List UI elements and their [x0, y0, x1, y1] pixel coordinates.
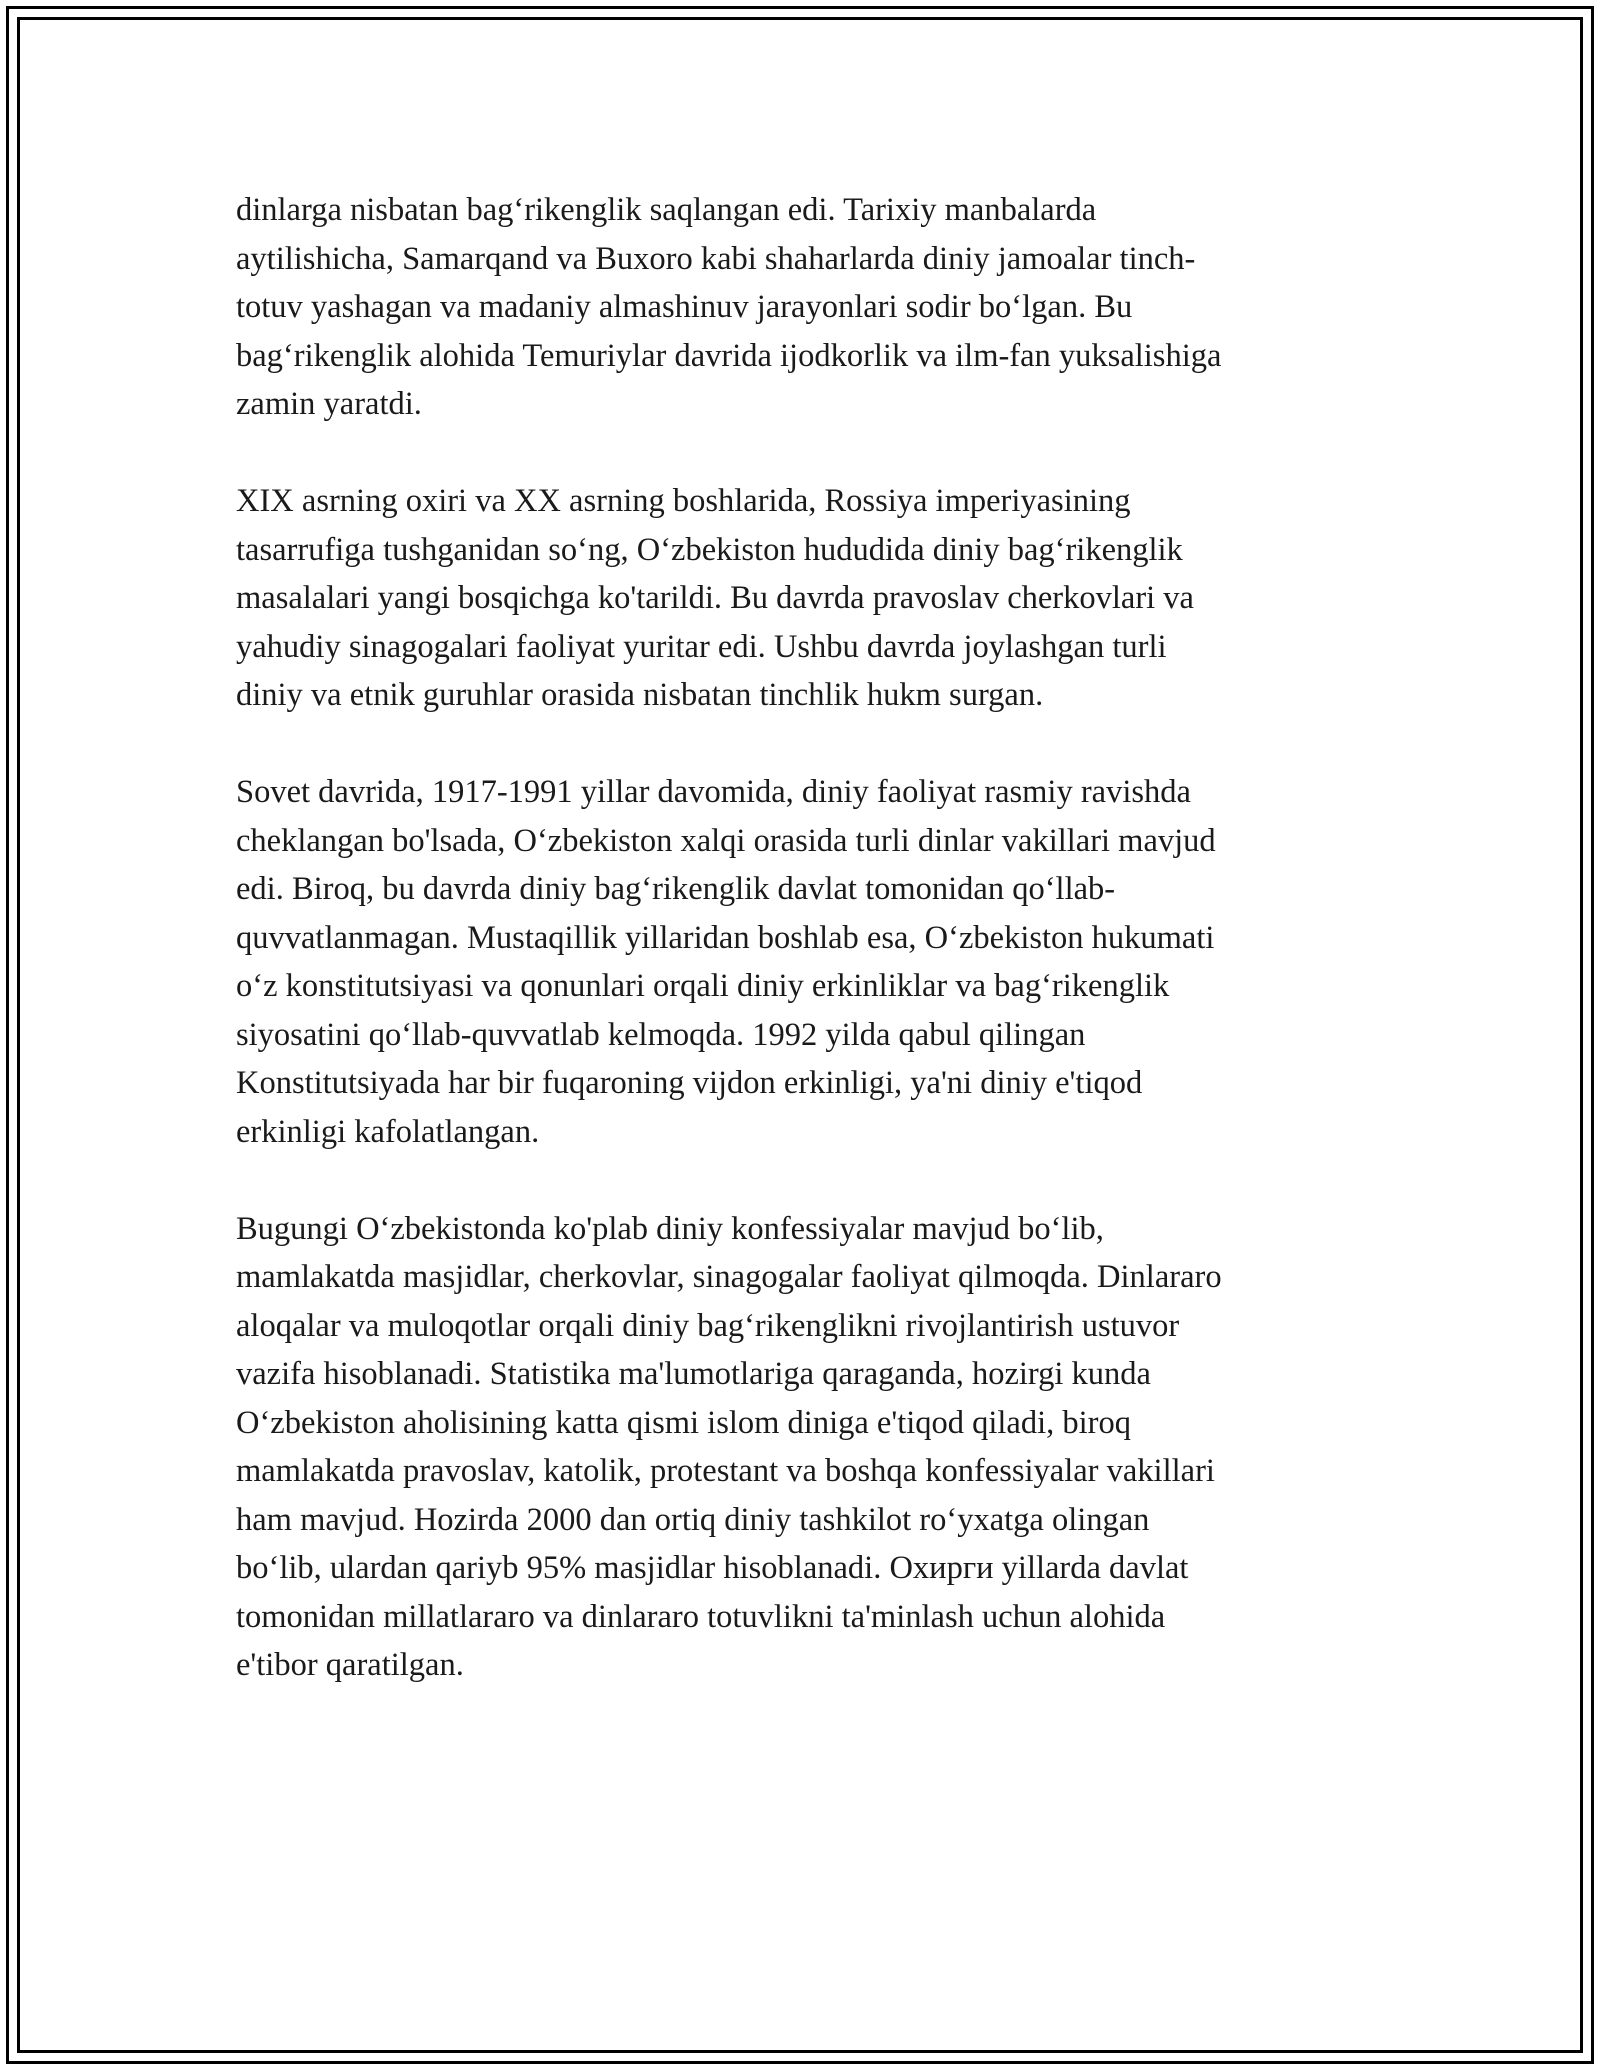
text-line: diniy va etnik guruhlar orasida nisbatan tinchlik hukm surgan.	[236, 677, 1044, 713]
text-line: Bugungi O‘zbekistonda ko'plab diniy konfessiyalar mavjud bo‘lib,	[236, 1210, 1104, 1247]
text-line: zamin yaratdi.	[236, 386, 422, 422]
text-line: erkinligi kafolatlangan.	[236, 1113, 540, 1150]
text-line: siyosatini qo‘llab-quvvatlab kelmoqda. 1992 yilda qabul qilingan	[236, 1016, 1086, 1053]
text-line: totuv yashagan va madaniy almashinuv jarayonlari sodir bo‘lgan. Bu	[236, 289, 1133, 325]
text-line: cheklangan bo'lsada, O‘zbekiston xalqi orasida turli dinlar vakillari mavjud	[236, 822, 1216, 859]
text-line: mamlakatda masjidlar, cherkovlar, sinagogalar faoliyat qilmoqda. Dinlararo	[236, 1259, 1222, 1295]
text-line: Konstitutsiyada har bir fuqaroning vijdon erkinligi, ya'ni diniy e'tiqod	[236, 1065, 1143, 1101]
text-line: bag‘rikenglik alohida Temuriylar davrida ijodkorlik va ilm-fan yuksalishiga	[236, 337, 1222, 374]
text-line: yahudiy sinagogalari faoliyat yuritar edi. Ushbu davrda joylashgan turli	[236, 628, 1167, 665]
text-line: Sovet davrida, 1917-1991 yillar davomida, diniy faoliyat rasmiy ravishda	[236, 774, 1191, 810]
paragraph-4	[236, 1205, 1366, 1690]
text-line: masalalari yangi bosqichga ko'tarildi. Bu davrda pravoslav cherkovlari va	[236, 580, 1194, 616]
text-line: ham mavjud. Hozirda 2000 dan ortiq diniy tashkilot ro‘yxatga olingan	[236, 1501, 1150, 1538]
paragraph-3	[236, 768, 1366, 1156]
text-line: O‘zbekiston aholisining katta qismi islom diniga e'tiqod qiladi, biroq	[236, 1404, 1131, 1441]
text-line: dinlarga nisbatan bag‘rikenglik saqlangan edi. Tarixiy manbalarda	[236, 192, 1097, 228]
text-line: tasarrufiga tushganidan so‘ng, O‘zbekiston hududida diniy bag‘rikenglik	[236, 531, 1183, 568]
paragraph-2	[236, 477, 1366, 720]
text-line: quvvatlanmagan. Mustaqillik yillaridan boshlab esa, O‘zbekiston hukumati	[236, 919, 1215, 956]
text-line: vazifa hisoblanadi. Statistika ma'lumotlariga qaraganda, hozirgi kunda	[236, 1356, 1151, 1392]
document-body	[236, 186, 1366, 1738]
text-line: XIX asrning oxiri va XX asrning boshlarida, Rossiya imperiyasining	[236, 483, 1131, 519]
text-line: edi. Biroq, bu davrda diniy bag‘rikenglik davlat tomonidan qo‘llab-	[236, 871, 1116, 907]
text-line: mamlakatda pravoslav, katolik, protestant va boshqa konfessiyalar vakillari	[236, 1453, 1215, 1489]
text-line: aytilishicha, Samarqand va Buxoro kabi shaharlarda diniy jamoalar tinch-	[236, 240, 1196, 277]
text-line: e'tibor qaratilgan.	[236, 1647, 464, 1683]
text-line: aloqalar va muloqotlar orqali diniy bag‘rikenglikni rivojlantirish ustuvor	[236, 1307, 1180, 1344]
paragraph-1	[236, 186, 1366, 429]
text-line: tomonidan millatlararo va dinlararo totuvlikni ta'minlash uchun alohida	[236, 1598, 1166, 1635]
text-line: o‘z konstitutsiyasi va qonunlari orqali diniy erkinliklar va bag‘rikenglik	[236, 968, 1170, 1004]
text-line: bo‘lib, ulardan qariyb 95% masjidlar hisoblanadi. Охирги yillarda davlat	[236, 1550, 1189, 1586]
